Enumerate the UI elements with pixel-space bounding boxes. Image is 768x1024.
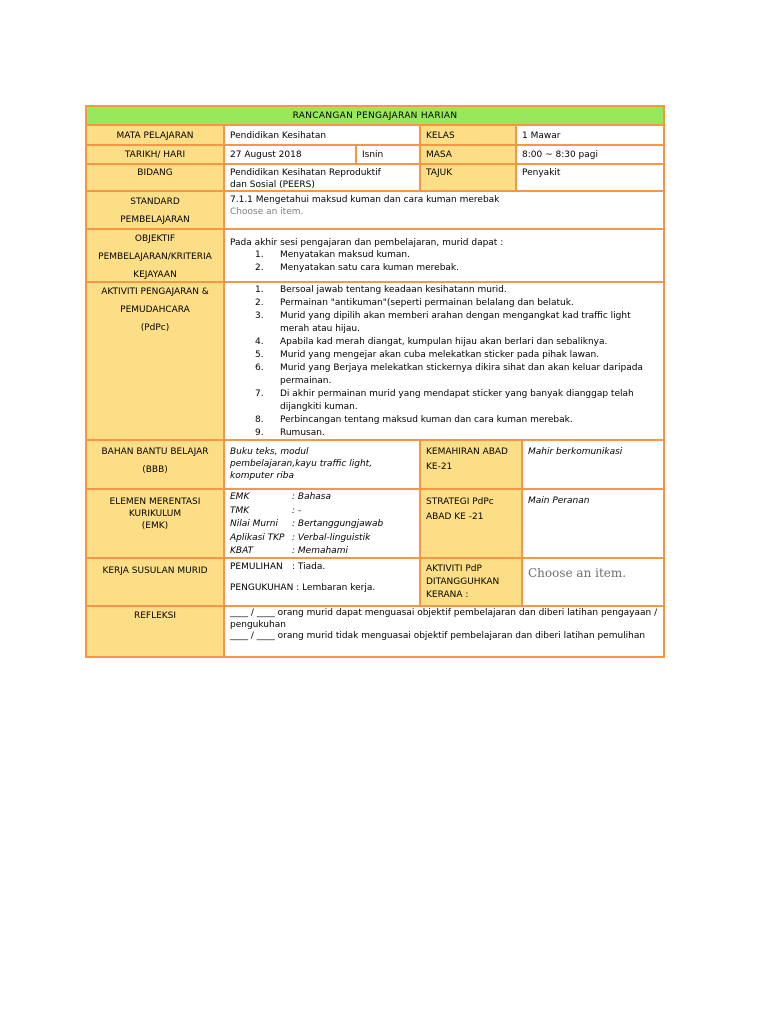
list-number: 8. <box>255 415 264 425</box>
list-text: Menyatakan satu cara kuman merebak. <box>280 263 459 273</box>
emk-value: : - <box>292 505 302 516</box>
label-aktiviti-pdp-2: DITANGGUHKAN <box>426 577 500 587</box>
list-item <box>230 310 658 336</box>
pengukuhan-label: PENGUKUHAN <box>230 583 294 593</box>
label-kerja-susulan: KERJA SUSULAN MURID <box>85 557 225 607</box>
label-objektif-1: OBJEKTIF <box>134 234 176 244</box>
label-standard-pembelajaran <box>85 190 225 230</box>
bbb-line-1: Buku teks, modul <box>230 447 309 457</box>
emk-key: TMK <box>230 505 250 516</box>
label-aktiviti-2: PEMUDAHCARA <box>120 305 190 315</box>
pemulihan-line <box>230 561 414 573</box>
label-bbb-2: (BBB) <box>142 465 168 475</box>
refleksi-line-2: ____ / ____ orang murid tidak menguasai objektif pembelajaran dan diberi latihan pemulihan <box>230 631 646 641</box>
emk-key: Aplikasi TKP <box>230 532 285 543</box>
list-text: Menyatakan maksud kuman. <box>280 250 410 260</box>
table-title: RANCANGAN PENGAJARAN HARIAN <box>85 105 665 126</box>
label-aktiviti-pdp-3: KERANA : <box>426 590 469 600</box>
refleksi-line-1: ____ / ____ orang murid dapat menguasai objektif pembelajaran dan diberi latihan pengayaan / pengukuhan <box>230 608 658 630</box>
label-aktiviti-pdp-1: AKTIVITI PdP <box>426 564 482 574</box>
label-pembelajaran: PEMBELAJARAN <box>120 215 190 225</box>
label-mata-pelajaran: MATA PELAJARAN <box>85 124 225 146</box>
list-item <box>230 262 658 275</box>
list-number: 2. <box>255 263 264 273</box>
list-text: Permainan "antikuman"(seperti permainan belalang dan belatuk. <box>280 298 574 308</box>
label-objektif-3: KEJAYAAN <box>133 270 177 280</box>
standard-choose-item[interactable]: Choose an item. <box>230 207 304 217</box>
list-number: 9. <box>255 428 264 438</box>
list-number: 4. <box>255 337 264 347</box>
objektif-intro: Pada akhir sesi pengajaran dan pembelajaran, murid dapat : <box>230 238 504 248</box>
label-tajuk: TAJUK <box>419 163 517 192</box>
list-number: 7. <box>255 389 264 399</box>
label-strategi-1: STRATEGI PdPc <box>426 497 494 507</box>
value-emk <box>223 488 421 559</box>
label-emk-3: (EMK) <box>141 521 169 531</box>
label-standard: STANDARD <box>130 197 180 207</box>
label-emk <box>85 488 225 559</box>
value-tarikh: 27 August 2018 <box>223 144 357 165</box>
list-text: Bersoal jawab tentang keadaan kesihatann murid. <box>280 285 507 295</box>
pemulihan-label: PEMULIHAN <box>230 562 283 572</box>
list-item <box>230 362 658 388</box>
bbb-line-2: pembelajaran,kayu traffic light, <box>230 459 373 469</box>
value-strategi: Main Peranan <box>521 488 665 559</box>
label-aktiviti-1: AKTIVITI PENGAJARAN & <box>101 287 209 297</box>
list-number: 2. <box>255 298 264 308</box>
list-item <box>230 297 658 310</box>
emk-value: : Verbal-linguistik <box>292 532 371 543</box>
list-item <box>230 284 658 297</box>
label-bidang: BIDANG <box>85 163 225 192</box>
emk-key: Nilai Murni <box>230 519 278 529</box>
emk-value: : Bertanggungjawab <box>292 519 384 529</box>
emk-line <box>230 518 414 532</box>
bidang-line-1: Pendidikan Kesihatan Reproduktif <box>230 168 381 178</box>
list-item <box>230 388 658 414</box>
bidang-line-2: dan Sosial (PEERS) <box>230 180 315 190</box>
list-number: 6. <box>255 363 264 373</box>
value-hari: Isnin <box>355 144 421 165</box>
list-text: Perbincangan tentang maksud kuman dan cara kuman merebak. <box>280 415 573 425</box>
pengukuhan-line <box>230 582 414 594</box>
value-kerja-susulan <box>223 557 421 607</box>
value-bidang <box>223 163 421 192</box>
aktiviti-pdp-choose-item[interactable]: Choose an item. <box>521 557 665 607</box>
emk-value: : Memahami <box>292 546 348 556</box>
list-item <box>230 349 658 362</box>
label-bbb <box>85 439 225 490</box>
list-number: 1. <box>255 250 264 260</box>
label-aktiviti-3: (PdPc) <box>140 323 170 333</box>
list-text: Apabila kad merah diangat, kumpulan hijau akan berlari dan sebaliknya. <box>280 337 608 347</box>
list-number: 3. <box>255 311 264 321</box>
value-kelas: 1 Mawar <box>515 124 665 146</box>
list-text: Rumusan. <box>280 428 325 438</box>
standard-text: 7.1.1 Mengetahui maksud kuman dan cara kuman merebak <box>230 195 500 205</box>
list-item <box>230 336 658 349</box>
list-number: 1. <box>255 285 264 295</box>
emk-value: : Bahasa <box>292 492 332 502</box>
label-refleksi: REFLEKSI <box>85 605 225 658</box>
value-masa: 8:00 ~ 8:30 pagi <box>515 144 665 165</box>
value-standard <box>223 190 665 230</box>
label-masa: MASA <box>419 144 517 165</box>
label-strategi-2: ABAD KE -21 <box>426 512 484 522</box>
bbb-line-3: komputer riba <box>230 471 294 481</box>
pengukuhan-value: : Lembaran kerja. <box>296 583 376 593</box>
label-kemahiran-2: KE-21 <box>426 462 453 472</box>
label-emk-1: ELEMEN MERENTASI <box>109 497 201 507</box>
label-strategi <box>419 488 523 559</box>
list-text: Murid yang Berjaya melekatkan stickernya dikira sihat dan akan keluar daripada permainan. <box>280 363 643 386</box>
emk-line <box>230 491 414 505</box>
label-aktiviti-pdp <box>419 557 523 607</box>
value-mata-pelajaran: Pendidikan Kesihatan <box>223 124 421 146</box>
value-refleksi <box>223 605 665 658</box>
list-item <box>230 249 658 262</box>
list-text: Murid yang mengejar akan cuba melekatkan sticker pada pihak lawan. <box>280 350 600 360</box>
list-number: 5. <box>255 350 264 360</box>
value-kemahiran: Mahir berkomunikasi <box>521 439 665 490</box>
label-tarikh-hari: TARIKH/ HARI <box>85 144 225 165</box>
label-aktiviti <box>85 281 225 441</box>
pemulihan-value: : Tiada. <box>292 562 326 572</box>
emk-key: EMK <box>230 492 250 502</box>
label-kemahiran-1: KEMAHIRAN ABAD <box>426 447 508 457</box>
label-emk-2: KURIKULUM <box>128 509 182 519</box>
label-objektif <box>85 228 225 283</box>
list-text: Di akhir permainan murid yang mendapat sticker yang banyak dianggap telah dijangkiti kuman. <box>280 389 634 412</box>
label-bbb-1: BAHAN BANTU BELAJAR <box>101 447 209 457</box>
value-tajuk: Penyakit <box>515 163 665 192</box>
value-bbb <box>223 439 421 490</box>
label-kelas: KELAS <box>419 124 517 146</box>
list-text: Murid yang dipilih akan memberi arahan dengan mengangkat kad traffic light merah atau hijau. <box>280 311 631 334</box>
value-objektif <box>223 228 665 283</box>
value-aktiviti <box>223 281 665 441</box>
list-item <box>230 414 658 427</box>
emk-line <box>230 532 414 546</box>
emk-key: KBAT <box>230 546 254 556</box>
label-objektif-2: PEMBELAJARAN/KRITERIA <box>98 252 212 262</box>
emk-line <box>230 505 414 519</box>
label-kemahiran <box>419 439 523 490</box>
